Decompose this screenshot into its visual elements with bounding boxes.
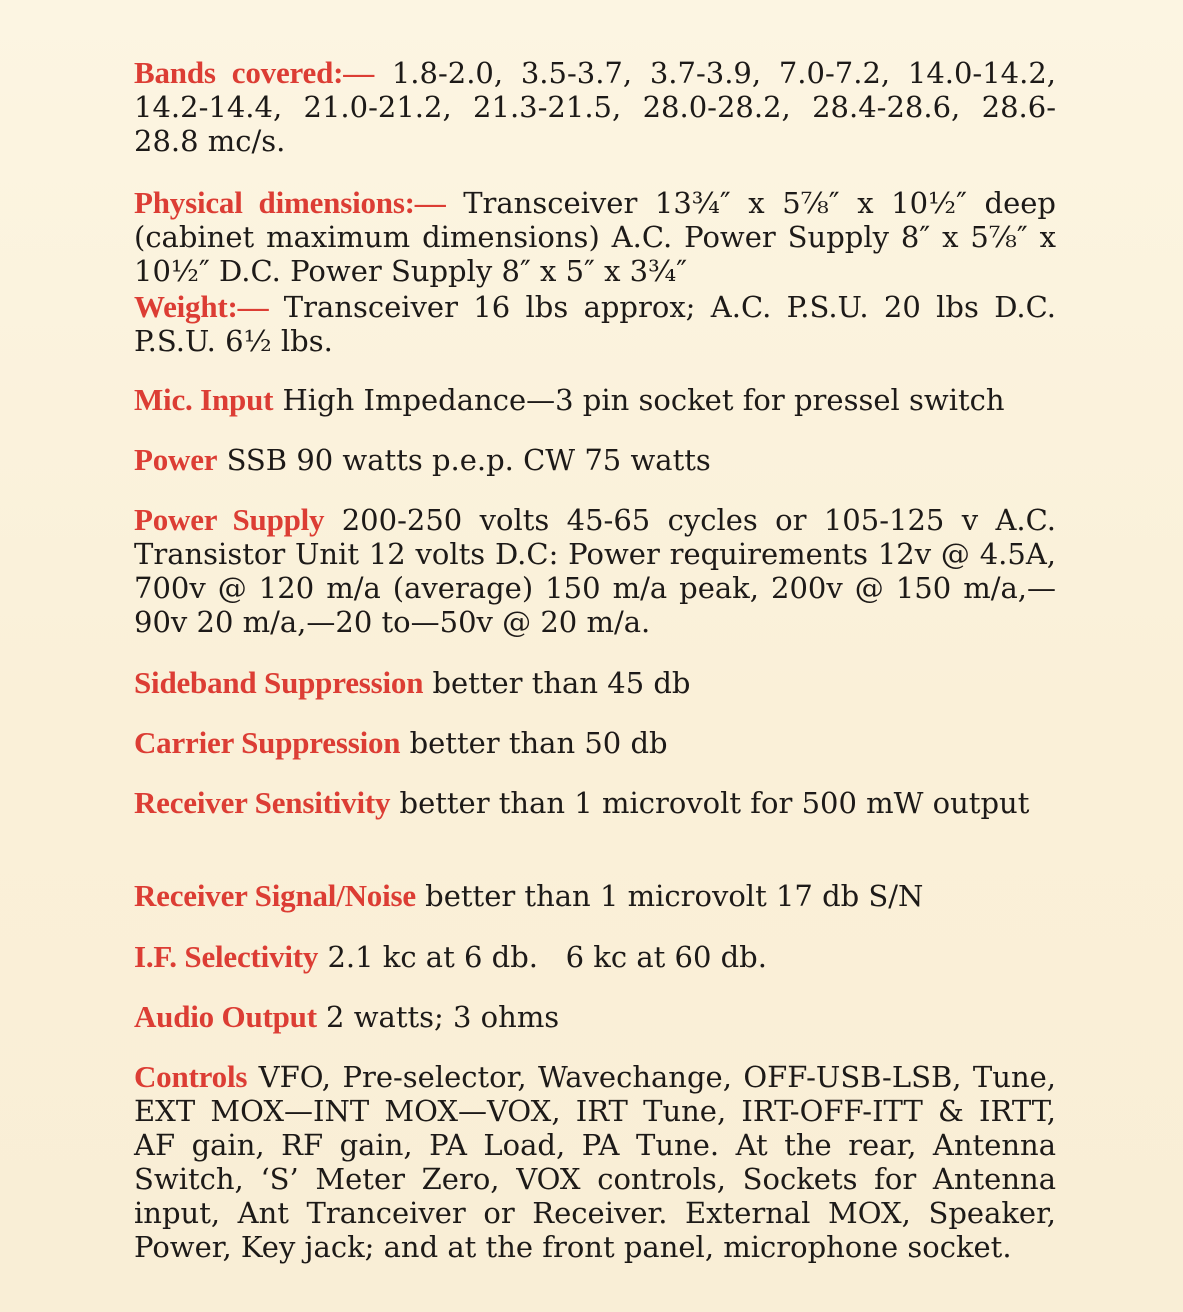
spec-label-receiver-signal-noise: Receiver Signal/Noise — [134, 878, 416, 913]
spec-value-weight: Transceiver 16 lbs approx; A.C. P.S.U. 20 lbs D.C. P.S.U. 6½ lbs. — [134, 290, 1056, 358]
spec-value-receiver-sensitivity: better than 1 microvolt for 500 mW output — [399, 786, 1030, 820]
spec-mic-input — [134, 383, 1056, 417]
spec-value-power: SSB 90 watts p.e.p. CW 75 watts — [226, 443, 711, 477]
spec-value-mic-input: High Impedance—3 pin socket for pressel switch — [282, 383, 1005, 417]
spec-label-controls: Controls — [134, 1059, 248, 1094]
spec-value-dimensions: Transceiver 13¾″ x 5⅞″ x 10½″ deep (cabinet maximum dimensions) A.C. Power Supply 8″ x 5⅞″ x 10½″ D.C. Power Supply 8″ x 5″ x 3¾″ — [134, 186, 1056, 288]
spec-receiver-signal-noise — [134, 879, 1056, 913]
spec-label-power-supply: Power Supply — [134, 502, 325, 537]
spec-receiver-sensitivity — [134, 786, 1056, 820]
spec-weight — [134, 290, 1056, 358]
spec-carrier-suppression — [134, 726, 1056, 760]
spec-sideband-suppression — [134, 666, 1056, 700]
spec-audio-output — [134, 1000, 1056, 1034]
spec-value-sideband-suppression: better than 45 db — [432, 666, 691, 700]
spec-label-carrier-suppression: Carrier Suppression — [134, 725, 401, 760]
spec-value-receiver-signal-noise: better than 1 microvolt 17 db S/N — [425, 879, 924, 913]
spec-value-bands: 1.8-2.0, 3.5-3.7, 3.7-3.9, 7.0-7.2, 14.0-14.2, 14.2-14.4, 21.0-21.2, 21.3-21.5, 28.0-28.2, 28.4-28.6, 28.6-28.8 mc/s. — [134, 56, 1057, 158]
spec-label-weight: Weight:— — [134, 289, 269, 324]
spec-power-supply — [134, 503, 1056, 639]
spec-label-if-selectivity: I.F. Selectivity — [134, 939, 319, 974]
spec-controls — [134, 1060, 1056, 1264]
spec-label-receiver-sensitivity: Receiver Sensitivity — [134, 785, 391, 820]
spec-label-bands: Bands covered:— — [134, 55, 375, 90]
spec-value-carrier-suppression: better than 50 db — [409, 726, 668, 760]
spec-if-selectivity — [134, 940, 1056, 974]
spec-bands — [134, 56, 1056, 158]
spec-label-audio-output: Audio Output — [134, 999, 317, 1034]
spec-value-if-selectivity: 2.1 kc at 6 db. 6 kc at 60 db. — [327, 940, 767, 974]
spec-label-mic-input: Mic. Input — [134, 382, 274, 417]
spec-value-audio-output: 2 watts; 3 ohms — [326, 1000, 560, 1034]
spec-power — [134, 443, 1056, 477]
spec-dimensions — [134, 186, 1056, 288]
spec-label-sideband-suppression: Sideband Suppression — [134, 665, 424, 700]
spec-label-power: Power — [134, 442, 218, 477]
spec-value-power-supply: 200-250 volts 45-65 cycles or 105-125 v A.C. Transistor Unit 12 volts D.C: Power requirements 12v @ 4.5A, 700v @ 120 m/a (average) 150 m/a peak, 200v @ 150 m/a,—90v 20 m/a,—20 to—50v @ 20 m/a. — [134, 503, 1056, 639]
spec-value-controls: VFO, Pre-selector, Wavechange, OFF-USB-LSB, Tune, EXT MOX—INT MOX—VOX, IRT Tune, IRT-OFF-ITT & IRTT, AF gain, RF gain, PA Load, PA Tune. At the rear, Antenna Switch, ‘S’ Meter Zero, VOX controls, Sockets for Antenna input, Ant Tranceiver or Receiver. External MOX, Speaker, Power, Key jack; and at the front panel, microphone socket. — [134, 1060, 1056, 1264]
spec-label-dimensions: Physical dimensions:— — [134, 185, 446, 220]
